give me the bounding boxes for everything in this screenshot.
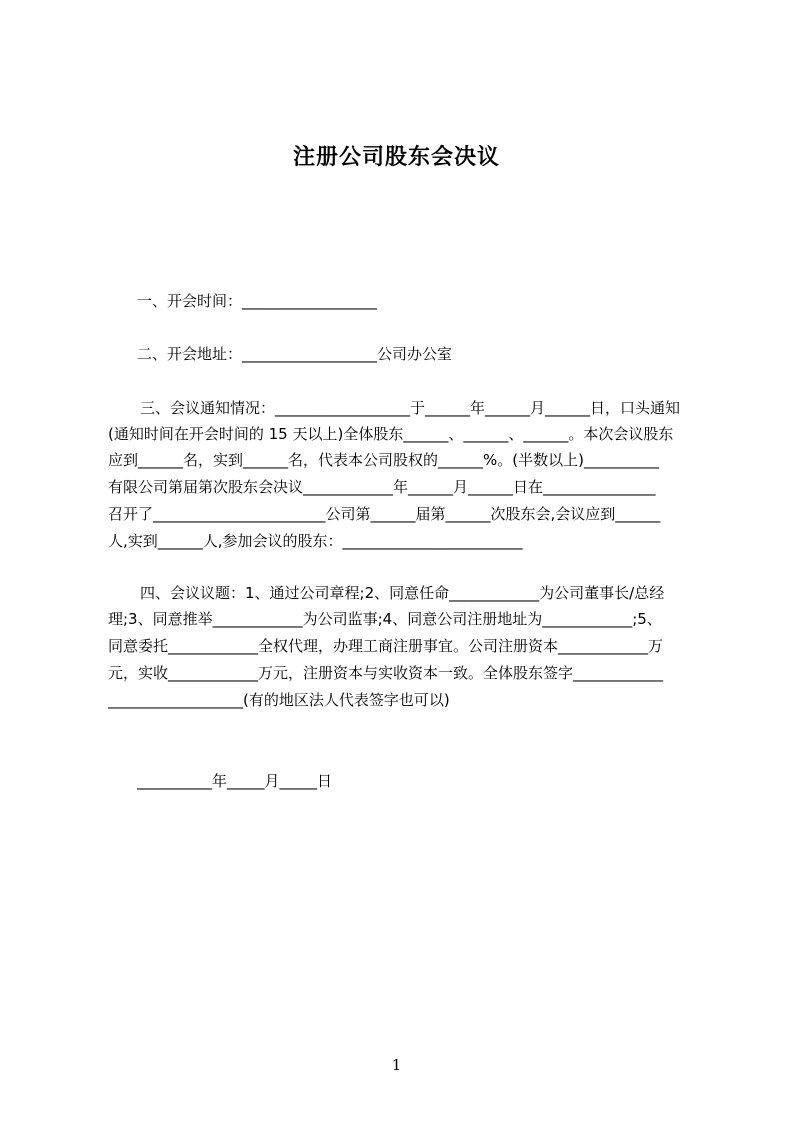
notice-line-4: 有限公司第届第次股东会决议____________年______月______日在_______________ — [108, 478, 656, 496]
agenda-line-2: 理;3、同意推举____________为公司监事;4、同意公司注册地址为____________;5、 — [108, 610, 662, 628]
page-number: 1 — [391, 1056, 402, 1074]
notice-line-3: 应到______名，实到______名，代表本公司股权的______%。(半数以上)__________ — [108, 451, 659, 469]
agenda-line-3: 同意委托____________全权代理，办理工商注册事宜。公司注册资本____________万 — [108, 637, 664, 655]
document-title: 注册公司股东会决议 — [292, 145, 500, 170]
notice-line-5: 召开了_______________________公司第______届第______次股东会,会议应到______ — [108, 505, 661, 523]
agenda-line-1: 四、会议议题：1、通过公司章程;2、同意任命____________为公司董事长/总经 — [140, 584, 665, 602]
agenda-line-5: __________________(有的地区法人代表签字也可以) — [108, 691, 450, 709]
meeting-time-line: 一、开会时间：__________________ — [137, 292, 378, 310]
notice-line-1: 三、会议通知情况：__________________于______年______月______日，口头通知 — [140, 399, 681, 417]
date-line: __________年_____月_____日 — [137, 772, 333, 790]
meeting-address-line: 二、开会地址：__________________公司办公室 — [137, 345, 453, 363]
notice-line-2: (通知时间在开会时间的 15 天以上)全体股东______、______、______。本次会议股东 — [108, 425, 674, 443]
agenda-line-4: 元，实收____________万元，注册资本与实收资本一致。全体股东签字____________ — [108, 664, 664, 682]
notice-line-6: 人,实到______人,参加会议的股东：________________________ — [108, 532, 523, 550]
